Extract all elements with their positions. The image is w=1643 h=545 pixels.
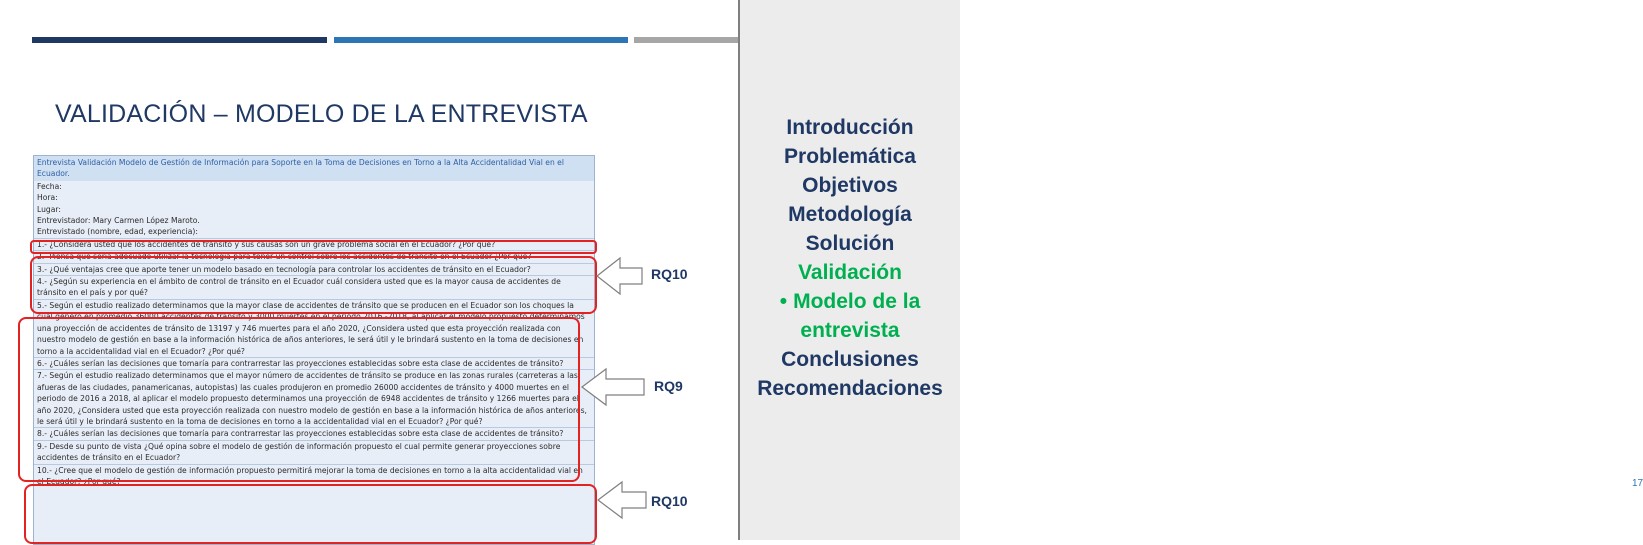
interview-row-entrevistador: Entrevistador: Mary Carmen López Maroto. [37, 216, 200, 226]
rq10-label-top: RQ10 [651, 266, 688, 282]
slide-title: VALIDACIÓN – MODELO DE LA ENTREVISTA [55, 100, 588, 128]
interview-question-9: 9.- Desde su punto de vista ¿Qué opina sobre el modelo de gestión de información propuesto el cual permite generar proyecciones sobre accidentes de tránsito en el Ecuador? [34, 440, 594, 464]
interview-question-3: 3.- ¿Qué ventajas cree que aporte tener un modelo basado en tecnología para controlar los accidentes de tránsito en el Ecuador? [34, 263, 594, 275]
agenda-item-problematica[interactable]: Problemática [784, 145, 916, 168]
agenda-subitem-label: Modelo de la entrevista [793, 290, 921, 342]
arrow-rq10-top [597, 258, 642, 294]
interview-question-6: 6.- ¿Cuáles serían las decisiones que tomaría para contrarrestar las proyecciones establecidas sobre esta clase de accidentes de tránsito? [34, 357, 594, 369]
rq10-label-bottom: RQ10 [651, 493, 688, 509]
agenda-item-solucion[interactable]: Solución [805, 232, 895, 255]
interview-row-hora: Hora: [37, 193, 58, 203]
interview-question-5: 5.- Según el estudio realizado determinamos que la mayor clase de accidentes de tránsito que se producen en el Ecuador son los choques la cual generó en promedio 36000 accidentes de tránsito y 3000 muertes en el periodo 2016 -2018, al aplicar el modelo propuesto determinamos una proyección de accidentes de tránsito de 13197 y 746 muertes para el año 2020, ¿Considera usted que esta proyección realizada con nuestro modelo de gestión en base a la información histórica de años anteriores, le será útil y le brindará sustento en la toma de decisiones en torno a la accidentalidad vial en el Ecuador? ¿Por qué? [34, 299, 594, 357]
callout-arrows [0, 0, 740, 540]
agenda-item-validacion[interactable]: Validación [798, 261, 902, 284]
page-number: 17 [1632, 478, 1643, 489]
arrow-rq9 [582, 369, 644, 405]
agenda-item-metodologia[interactable]: Metodología [788, 203, 912, 226]
agenda-list [740, 113, 960, 403]
interview-header: Entrevista Validación Modelo de Gestión de Información para Soporte en la Toma de Decisiones en Torno a la Alta Accidentalidad Vial en el Ecuador. [34, 156, 594, 181]
agenda-sidebar [738, 0, 1643, 540]
interview-question-10: 10.- ¿Cree que el modelo de gestión de información propuesto permitirá mejorar la toma de decisiones en torno a la alta accidentalidad vial en el Ecuador? ¿Por qué? [34, 464, 594, 488]
interview-question-2: 2.- Piensa que sería adecuado utilizar la tecnología para tener un control sobre los accidentes de tránsito en el Ecuador ¿Por qué? [34, 250, 594, 262]
agenda-subitem-modelo-entrevista[interactable] [740, 287, 960, 345]
arrow-rq10-bottom [598, 482, 646, 518]
bullet-icon: • [779, 290, 788, 313]
interview-row-fecha: Fecha: [37, 181, 62, 191]
interview-question-7: 7.- Según el estudio realizado determinamos que el mayor número de accidentes de tránsito se produce en las zonas rurales (carreteras a las afueras de las ciudades, panamericanas, autopistas) las cuales produjeron en promedio 26000 accidentes de tránsito y 4000 muertes en el periodo de 2016 a 2018, al aplicar el modelo propuesto determinamos una proyección de 6948 accidentes de tránsito y 1266 muertes para el año 2020, ¿Considera usted que esta proyección realizada con nuestro modelo de gestión en base a la información histórica de años anteriores, le será útil y le brindará sustento en la toma de decisiones en torno a la accidentalidad vial en el Ecuador? ¿Por qué? [34, 369, 594, 427]
interview-question-8: 8.- ¿Cuáles serían las decisiones que tomaría para contrarrestar las proyecciones establecidas sobre esta clase de accidentes de tránsito? [34, 427, 594, 439]
agenda-item-objetivos[interactable]: Objetivos [802, 174, 898, 197]
rq9-label: RQ9 [654, 378, 683, 394]
agenda-item-recomendaciones[interactable]: Recomendaciones [757, 377, 943, 400]
interview-question-1: 1.- ¿Considera usted que los accidentes de tránsito y sus causas son un grave problema social en el Ecuador? ¿Por qué? [34, 238, 594, 250]
interview-row-entrevistado: Entrevistado (nombre, edad, experiencia): [37, 227, 198, 237]
interview-row-lugar: Lugar: [37, 204, 61, 214]
interview-question-4: 4.- ¿Según su experiencia en el ámbito de control de tránsito en el Ecuador cuál considera usted que es la mayor causa de accidentes de tránsito en el país y por qué? [34, 275, 594, 299]
agenda-item-introduccion[interactable]: Introducción [786, 116, 914, 139]
agenda-item-conclusiones[interactable]: Conclusiones [781, 348, 919, 371]
